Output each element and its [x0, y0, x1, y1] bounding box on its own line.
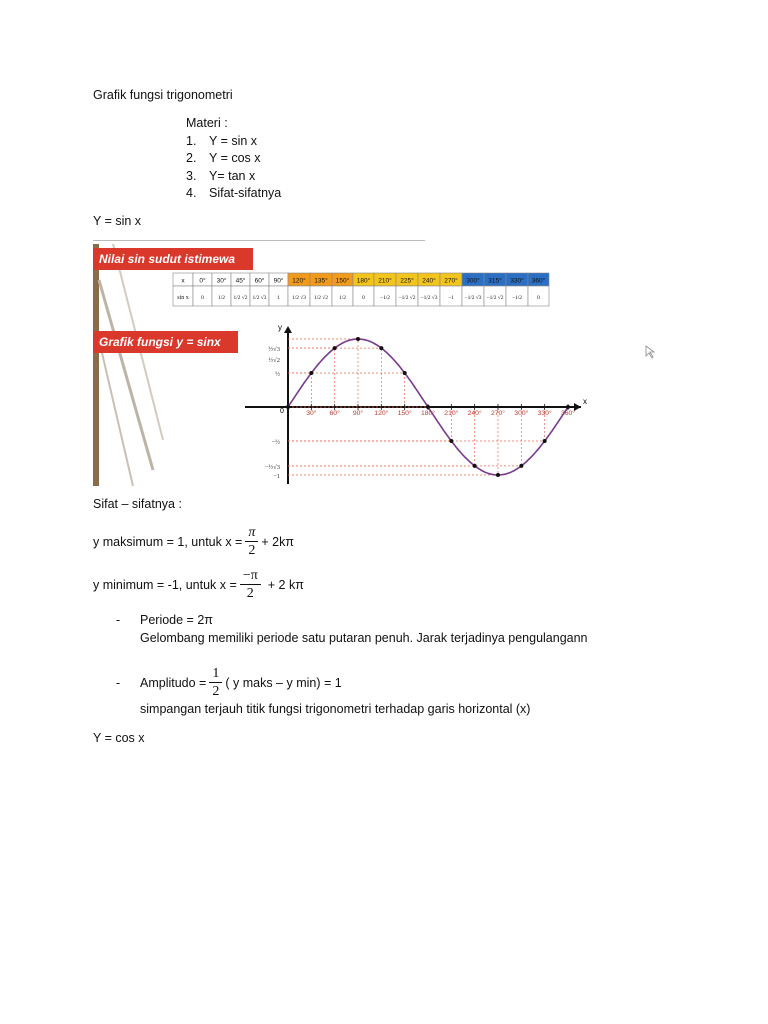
y-axis-label: y: [278, 323, 282, 332]
ymin-fraction: [240, 567, 261, 602]
materi-item: [186, 185, 281, 203]
data-point: [286, 405, 290, 409]
table-value: 0: [362, 295, 365, 301]
x-tick-label: 30°: [306, 410, 317, 417]
table-value: 1/2 √3: [292, 295, 306, 301]
ymax-fraction: [245, 524, 258, 559]
ymin-num: −π: [240, 567, 261, 585]
ymax-num: π: [245, 524, 258, 542]
table-value: −1/2: [512, 295, 522, 301]
table-value: −1/2 √3: [420, 295, 438, 301]
periode-title: Periode = 2π: [140, 613, 213, 627]
y-tick-label: −1: [273, 473, 280, 480]
table-value: 1/2: [339, 295, 346, 301]
x-tick-label: 330°: [537, 410, 552, 417]
sin-value-table: [173, 273, 549, 306]
table-value: 1/2 √2: [314, 295, 328, 301]
x-tick-label: 270°: [490, 410, 506, 417]
table-header-text: 300°: [466, 277, 480, 285]
table-header-text: 210°: [378, 277, 392, 285]
table-value: 0: [537, 295, 540, 301]
materi-item-text: Y= tan x: [209, 168, 256, 183]
y-tick-label: −½: [271, 439, 280, 446]
table-value: 1/2: [218, 295, 225, 301]
x-tick-label: 60°: [329, 410, 340, 417]
table-value: −1/2: [380, 295, 390, 301]
periode-desc: Gelombang memiliki periode satu putaran penuh. Jarak terjadinya pengulangann: [140, 631, 588, 645]
table-value: 1/2 √2: [233, 295, 248, 301]
materi-item: [186, 150, 281, 168]
table-header-text: 240°: [422, 277, 436, 285]
materi-item: [186, 133, 281, 151]
data-point: [543, 439, 547, 443]
materi-item-number: 3.: [186, 168, 197, 183]
x-tick-label: 90°: [352, 410, 364, 417]
amplitudo-pre: Amplitudo =: [140, 675, 207, 690]
table-header-text: 0°: [199, 277, 206, 285]
table-header-text: 150°: [335, 277, 350, 285]
amplitudo-formula: [140, 665, 342, 700]
sin-figure: [93, 240, 678, 486]
table-header-text: 90°: [273, 277, 284, 285]
amplitudo-desc: simpangan terjauh titik fungsi trigonometri terhadap garis horizontal (x): [140, 702, 531, 716]
y-tick-label: −½√3: [264, 463, 280, 471]
x-tick-label: 360°: [560, 410, 576, 417]
materi-item-number: 4.: [186, 186, 197, 200]
table-value: 1: [277, 295, 280, 301]
ymin-formula: [93, 567, 304, 602]
materi-item-number: 2.: [186, 151, 197, 165]
x-tick-label: 180°: [420, 410, 436, 417]
page-title: Grafik fungsi trigonometri: [93, 88, 233, 102]
materi-item-number: 1.: [186, 133, 197, 148]
sifat-heading: Sifat – sifatnya :: [93, 497, 182, 511]
table-value: −1/2 √3: [464, 295, 482, 301]
table-header-text: 360°: [531, 277, 546, 285]
section-sin-heading: Y = sin x: [93, 214, 142, 228]
data-point: [309, 371, 313, 375]
banner-nilai-text: Nilai sin sudut istimewa: [99, 252, 236, 266]
table-header-text: 180°: [356, 277, 371, 285]
y-tick-label: ½: [275, 371, 280, 378]
ymax-den: 2: [248, 543, 256, 558]
data-point: [473, 464, 477, 468]
periode-dash: -: [116, 613, 121, 627]
table-header-text: 270°: [444, 277, 458, 285]
x-tick-label: 210°: [444, 410, 459, 417]
data-point: [356, 337, 360, 341]
table-value: −1/2 √2: [398, 295, 416, 301]
ymin-pre: y minimum = -1, untuk x =: [93, 577, 237, 592]
amplitudo-post: ( y maks – y min) = 1: [225, 675, 342, 690]
table-header-text: 60°: [254, 277, 265, 285]
section-cos-heading: Y = cos x: [93, 731, 145, 745]
y-tick-label: ½√2: [268, 356, 280, 364]
amplitudo-num: 1: [209, 665, 222, 683]
ymin-post: + 2 kπ: [267, 577, 304, 592]
ymin-den: 2: [246, 586, 254, 601]
materi-heading: Materi :: [186, 116, 228, 130]
table-header-text: x: [181, 277, 185, 285]
data-point: [449, 439, 453, 443]
x-tick-label: 120°: [374, 410, 389, 417]
table-header-text: 225°: [400, 277, 414, 285]
table-header-text: 315°: [488, 277, 502, 285]
y-tick-label: ½√3: [268, 346, 280, 354]
x-tick-label: 300°: [514, 410, 529, 417]
table-header-text: 30°: [216, 277, 227, 285]
data-point: [496, 473, 500, 477]
data-point: [403, 371, 407, 375]
data-point: [379, 346, 383, 350]
table-value: 1/2 √3: [252, 295, 267, 301]
materi-item-text: Sifat-sifatnya: [209, 186, 282, 200]
amplitudo-dash: -: [116, 676, 121, 690]
table-header-text: 45°: [235, 277, 246, 285]
table-header-text: 135°: [314, 277, 328, 285]
data-point: [519, 464, 523, 468]
ymax-formula: [93, 524, 294, 559]
data-point: [333, 346, 337, 350]
table-header-text: 120°: [292, 277, 306, 285]
amplitudo-fraction: [209, 665, 222, 700]
ymax-pre: y maksimum = 1, untuk x =: [93, 534, 243, 549]
x-tick-label: 150°: [397, 410, 412, 417]
table-value: 0: [201, 295, 204, 301]
origin-label: 0: [280, 408, 284, 415]
ymax-post: + 2kπ: [261, 534, 294, 549]
amplitudo-den: 2: [212, 684, 220, 699]
table-row-label: sin x: [177, 295, 189, 301]
materi-list: [186, 115, 281, 203]
materi-item-text: Y = cos x: [209, 151, 261, 165]
materi-item: [186, 168, 281, 186]
table-value: −1: [448, 295, 454, 301]
banner-grafik-text: Grafik fungsi y = sinx: [99, 335, 221, 349]
table-value: −1/2 √2: [486, 295, 504, 301]
table-header-text: 330°: [510, 277, 524, 285]
x-axis-label: x: [583, 397, 587, 406]
x-tick-label: 240°: [467, 410, 482, 417]
materi-item-text: Y = sin x: [209, 133, 258, 148]
